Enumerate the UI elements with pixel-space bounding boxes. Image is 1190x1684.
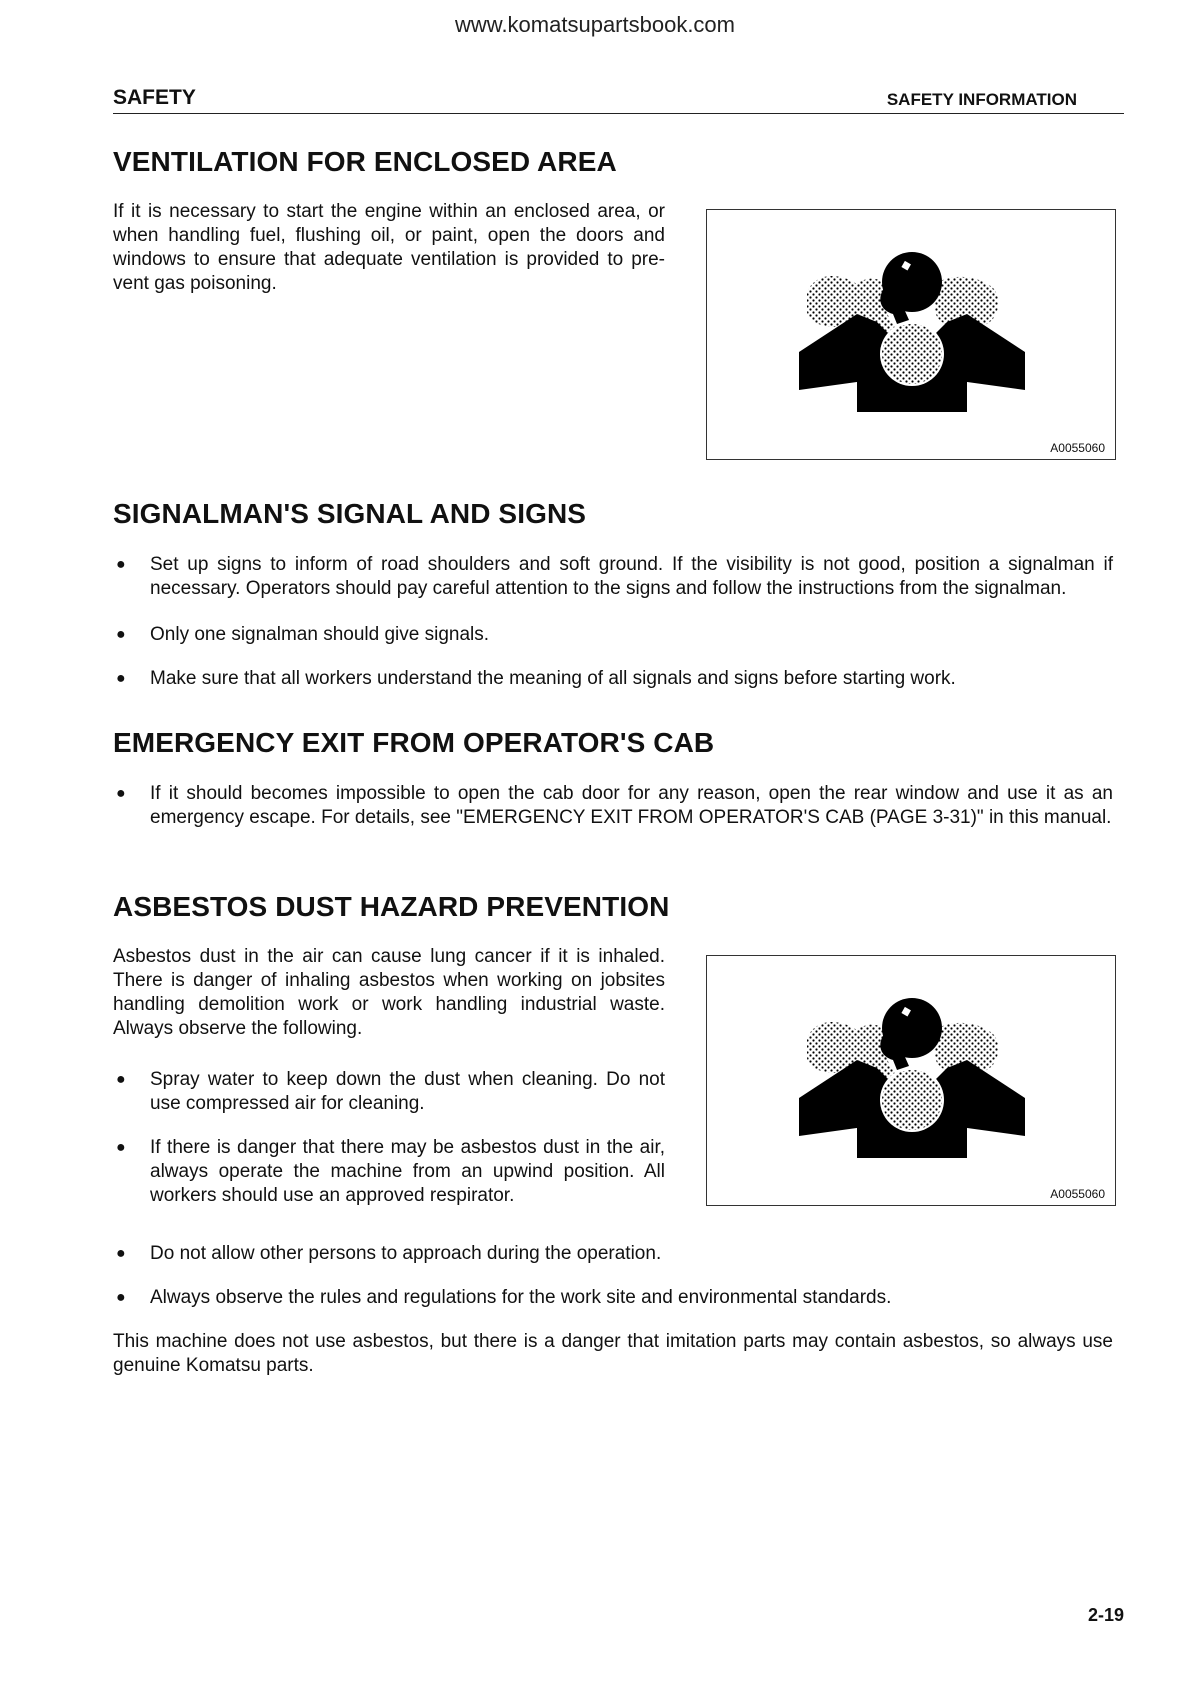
gas-hazard-icon — [797, 242, 1027, 417]
header-rule — [113, 113, 1124, 114]
asbestos-closing: This machine does not use asbestos, but there is a danger that imitation parts may contain asbestos, so always use genuine Komatsu parts. — [113, 1331, 1113, 1376]
list-item: ● If there is danger that there may be asbestos dust in the air, always operate the machine from an upwind position. All workers should use an approved respirator. — [116, 1137, 665, 1206]
bullet-icon: ● — [116, 556, 126, 573]
ventilation-title: VENTILATION FOR ENCLOSED AREA — [113, 146, 617, 177]
bullet-icon: ● — [116, 1139, 126, 1156]
list-item: ● Make sure that all workers understand the meaning of all signals and signs before starting work. — [116, 668, 956, 689]
header-subsection: SAFETY INFORMATION — [886, 90, 1077, 109]
list-item: ● Spray water to keep down the dust when cleaning. Do not use compressed air for cleaning. — [116, 1069, 665, 1114]
bullet-icon: ● — [116, 785, 126, 802]
dust-hazard-icon — [797, 988, 1027, 1163]
page-number: 2-19 — [1087, 1605, 1124, 1625]
list-item: ● Only one signalman should give signals. — [116, 624, 490, 645]
list-item: ● Set up signs to inform of road shoulders and soft ground. If the visibility is not good, position a signalman if necessary. Operators should pay careful attention to the signs and follow the instructions from the signalman. — [116, 554, 1113, 599]
bullet-icon: ● — [116, 1071, 126, 1088]
source-url: www.komatsupartsbook.com — [455, 12, 735, 37]
asbestos-figure — [706, 955, 1116, 1206]
header-section: SAFETY — [113, 86, 196, 109]
asbestos-intro: Asbestos dust in the air can cause lung cancer if it is inhaled. There is danger of inhaling asbestos when working on jobsites handling demolition work or work handling industrial waste. Always observe the following. — [113, 946, 665, 1039]
figure-code: A0055060 — [1050, 441, 1105, 455]
bullet-icon: ● — [116, 670, 126, 687]
list-item: ● Do not allow other persons to approach during the operation. — [116, 1243, 662, 1264]
list-item: ● Always observe the rules and regulations for the work site and environmental standards. — [116, 1287, 892, 1308]
emergency-title: EMERGENCY EXIT FROM OPERATOR'S CAB — [113, 727, 715, 758]
bullet-icon: ● — [116, 1245, 126, 1262]
ventilation-figure — [706, 209, 1116, 460]
bullet-icon: ● — [116, 1289, 126, 1306]
figure-code: A0055060 — [1050, 1187, 1105, 1201]
bullet-icon: ● — [116, 626, 126, 643]
list-item: ● If it should becomes impossible to open the cab door for any reason, open the rear window and use it as an emergency escape. For details, see "EMERGENCY EXIT FROM OPERATOR'S CAB (PAGE 3-31)" in this manual. — [116, 783, 1113, 828]
signalman-title: SIGNALMAN'S SIGNAL AND SIGNS — [113, 498, 587, 529]
ventilation-text: If it is necessary to start the engine within an enclosed area, or when handling fuel, flushing oil, or paint, open the doors and windows to ensure that adequate ventilation is provided to pre-vent gas poisoning. — [113, 201, 665, 294]
asbestos-title: ASBESTOS DUST HAZARD PREVENTION — [113, 891, 670, 922]
